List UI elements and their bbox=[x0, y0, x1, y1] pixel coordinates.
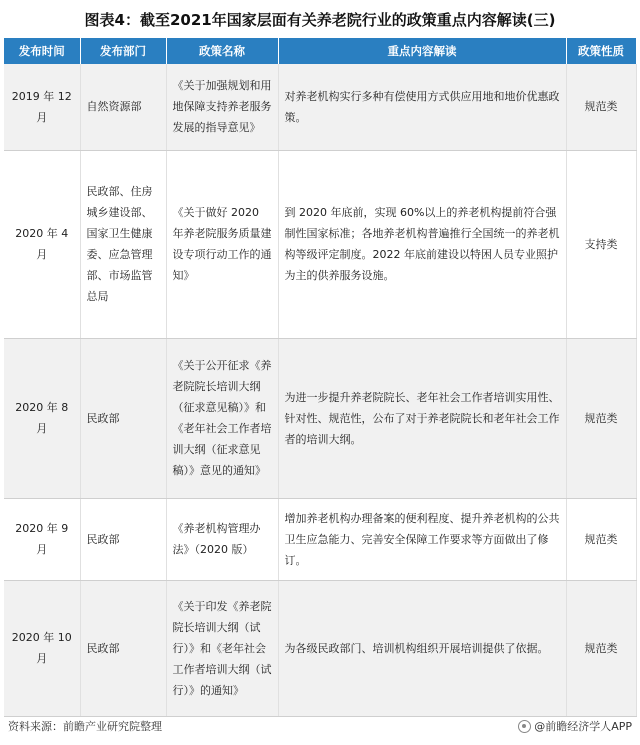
cell-dept: 民政部 bbox=[80, 338, 166, 498]
cell-dept: 民政部 bbox=[80, 580, 166, 716]
cell-date: 2020 年 10 月 bbox=[4, 580, 80, 716]
table-header-row bbox=[4, 38, 636, 64]
cell-type: 规范类 bbox=[566, 498, 636, 580]
cell-type: 规范类 bbox=[566, 580, 636, 716]
table-row bbox=[4, 580, 636, 716]
brand-credit bbox=[518, 713, 632, 741]
cell-content: 到 2020 年底前，实现 60%以上的养老机构提前符合强制性国家标准；各地养老机构普遍推行全国统一的养老机构等级评定制度。2022 年底前建设以特困人员专业照护为主的供养服务设施。 bbox=[278, 150, 566, 338]
cell-date: 2020 年 8 月 bbox=[4, 338, 80, 498]
header-policy: 政策名称 bbox=[166, 38, 278, 64]
cell-type: 规范类 bbox=[566, 64, 636, 150]
table-row bbox=[4, 498, 636, 580]
policy-table bbox=[4, 38, 637, 717]
cell-content: 增加养老机构办理备案的便利程度、提升养老机构的公共卫生应急能力、完善安全保障工作要求等方面做出了修订。 bbox=[278, 498, 566, 580]
cell-dept: 民政部、住房城乡建设部、国家卫生健康委、应急管理部、市场监管总局 bbox=[80, 150, 166, 338]
page-title: 图表4：截至2021年国家层面有关养老院行业的政策重点内容解读(三) bbox=[84, 11, 556, 29]
cell-policy: 《关于做好 2020 年养老院服务质量建设专项行动工作的通知》 bbox=[166, 150, 278, 338]
footer bbox=[8, 713, 632, 741]
table-row bbox=[4, 150, 636, 338]
cell-date: 2020 年 9 月 bbox=[4, 498, 80, 580]
header-type: 政策性质 bbox=[566, 38, 636, 64]
cell-date: 2019 年 12 月 bbox=[4, 64, 80, 150]
cell-policy: 《关于加强规划和用地保障支持养老服务发展的指导意见》 bbox=[166, 64, 278, 150]
cell-type: 支持类 bbox=[566, 150, 636, 338]
cell-policy: 《关于印发《养老院院长培训大纲（试行）》和《老年社会工作者培训大纲（试行）》的通知》 bbox=[166, 580, 278, 716]
cell-content: 对养老机构实行多种有偿使用方式供应用地和地价优惠政策。 bbox=[278, 64, 566, 150]
header-content: 重点内容解读 bbox=[278, 38, 566, 64]
source-note: 资料来源：前瞻产业研究院整理 bbox=[8, 720, 162, 733]
brand-logo-icon bbox=[518, 720, 531, 733]
cell-policy: 《养老机构管理办法》（2020 版） bbox=[166, 498, 278, 580]
cell-policy: 《关于公开征求《养老院院长培训大纲（征求意见稿）》和《老年社会工作者培训大纲（征求意见稿）》意见的通知》 bbox=[166, 338, 278, 498]
header-date: 发布时间 bbox=[4, 38, 80, 64]
cell-content: 为各级民政部门、培训机构组织开展培训提供了依据。 bbox=[278, 580, 566, 716]
table-row bbox=[4, 64, 636, 150]
cell-type: 规范类 bbox=[566, 338, 636, 498]
brand-text: @前瞻经济学人APP bbox=[534, 720, 632, 733]
header-dept: 发布部门 bbox=[80, 38, 166, 64]
cell-dept: 自然资源部 bbox=[80, 64, 166, 150]
cell-dept: 民政部 bbox=[80, 498, 166, 580]
table-row bbox=[4, 338, 636, 498]
cell-content: 为进一步提升养老院院长、老年社会工作者培训实用性、针对性、规范性，公布了对于养老院院长和老年社会工作者的培训大纲。 bbox=[278, 338, 566, 498]
cell-date: 2020 年 4 月 bbox=[4, 150, 80, 338]
